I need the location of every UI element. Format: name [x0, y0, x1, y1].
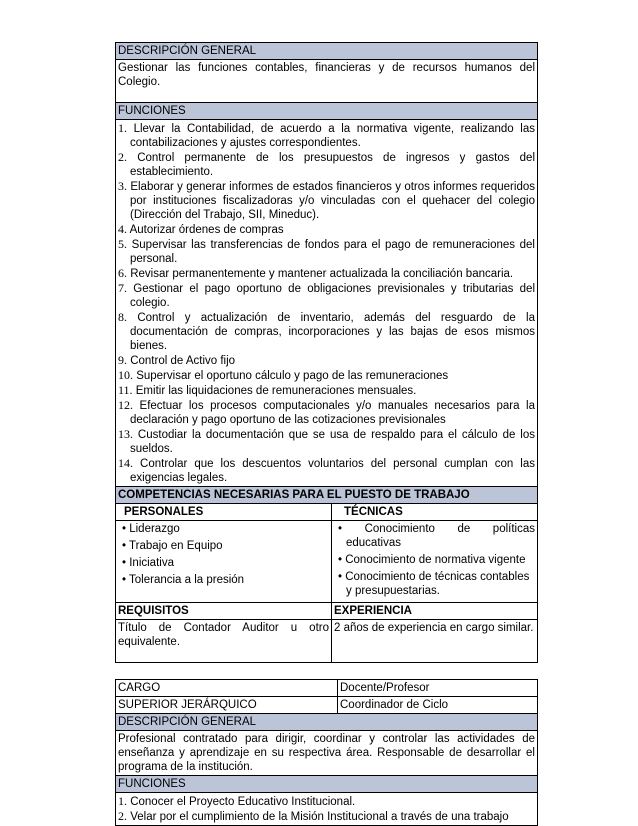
funcion-item: 2. Velar por el cumplimiento de la Misión Institucional a través de una trabajo — [118, 809, 509, 823]
job-description-table-1 — [115, 42, 538, 663]
descripcion-text-2: Profesional contratado para dirigir, coordinar y controlar las actividades de enseñanza y aprendizaje en su respectiva área. Responsable de desarrollar el programa de la institución. — [116, 731, 538, 776]
funcion-item: 8. Control y actualización de inventario, además del resguardo de la documentación de compras, incorporaciones y las bajas de esos mismos bienes. — [118, 310, 535, 352]
requisitos-header: REQUISITOS — [116, 603, 332, 620]
cargo-label: CARGO — [116, 680, 338, 697]
personal-item: • Liderazgo — [122, 523, 180, 535]
funcion-item: 9. Control de Activo fijo — [118, 353, 236, 367]
funcion-item: 14. Controlar que los descuentos voluntarios del personal cumplan con las exigencias legales. — [118, 456, 535, 484]
tecnicas-list — [332, 521, 538, 603]
funcion-item: 11. Emitir las liquidaciones de remuneraciones mensuales. — [118, 383, 417, 397]
funcion-item: 2. Control permanente de los presupuestos de ingresos y gastos del establecimiento. — [118, 150, 535, 178]
funciones-list — [116, 120, 538, 487]
funcion-item: 1. Conocer el Proyecto Educativo Institucional. — [118, 794, 356, 808]
funciones-header: FUNCIONES — [116, 103, 538, 120]
funcion-item: 1. Llevar la Contabilidad, de acuerdo a la normativa vigente, realizando las contabilizaciones y ajustes correspondientes. — [118, 121, 535, 149]
funcion-item: 13. Custodiar la documentación que se usa de respaldo para el cálculo de los sueldos. — [118, 427, 536, 455]
funciones-header-2: FUNCIONES — [116, 776, 538, 793]
descripcion-header-2: DESCRIPCIÓN GENERAL — [116, 714, 538, 731]
funcion-item: 7. Gestionar el pago oportuno de obligaciones previsionales y tributarias del colegio. — [118, 281, 535, 309]
cargo-value: Docente/Profesor — [338, 680, 538, 697]
personal-item: • Trabajo en Equipo — [122, 540, 223, 552]
superior-label: SUPERIOR JERÁRQUICO — [116, 697, 338, 714]
funcion-item: 12. Efectuar los procesos computacionales y/o manuales necesarios para la declaración y pago oportuno de las cotizaciones previsionales — [118, 398, 535, 426]
personales-header: PERSONALES — [116, 504, 332, 521]
funcion-item: 6. Revisar permanentemente y mantener actualizada la conciliación bancaria. — [118, 266, 514, 280]
requisitos-text: Título de Contador Auditor u otro equivalente. — [116, 620, 332, 663]
tecnica-item: • Conocimiento de políticas educativas — [338, 523, 535, 549]
funcion-item: 3. Elaborar y generar informes de estados financieros y otros informes requeridos por instituciones fiscalizadoras y/o vinculadas con el quehacer del colegio (Dirección del Trabajo, SII, Mineduc). — [118, 179, 535, 221]
job-description-table-2 — [115, 679, 538, 826]
funcion-item: 10. Supervisar el oportuno cálculo y pago de las remuneraciones — [118, 368, 449, 382]
tecnicas-header: TÉCNICAS — [332, 504, 538, 521]
descripcion-text: Gestionar las funciones contables, financieras y de recursos humanos del Colegio. — [116, 60, 538, 103]
experiencia-header: EXPERIENCIA — [332, 603, 538, 620]
funciones-list-2 — [116, 793, 538, 826]
tecnica-item: • Conocimiento de normativa vigente — [338, 554, 526, 566]
funcion-item: 4. Autorizar órdenes de compras — [118, 222, 284, 236]
experiencia-text: 2 años de experiencia en cargo similar. — [332, 620, 538, 663]
document-page — [115, 42, 537, 826]
personal-item: • Tolerancia a la presión — [122, 574, 245, 586]
personales-list — [116, 521, 332, 603]
tecnica-item: • Conocimiento de técnicas contables y presupuestarias. — [338, 571, 530, 597]
personal-item: • Iniciativa — [122, 557, 174, 569]
competencias-header: COMPETENCIAS NECESARIAS PARA EL PUESTO DE TRABAJO — [116, 487, 538, 504]
descripcion-header: DESCRIPCIÓN GENERAL — [116, 43, 538, 60]
superior-value: Coordinador de Ciclo — [338, 697, 538, 714]
funcion-item: 5. Supervisar las transferencias de fondos para el pago de remuneraciones del personal. — [118, 237, 535, 265]
